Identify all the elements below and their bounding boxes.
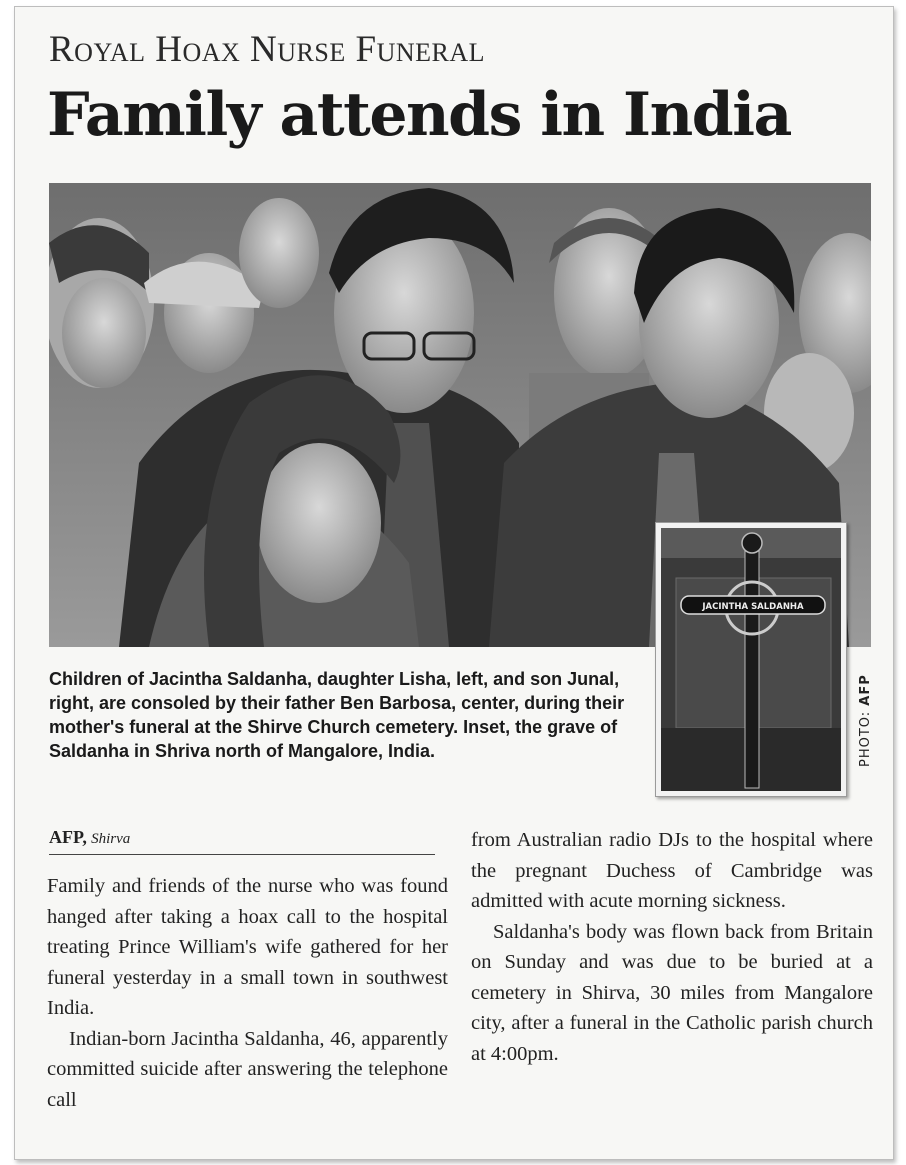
newspaper-clipping [14,6,894,1160]
article-paragraph: Indian-born Jacintha Saldanha, 46, apparently committed suicide after answering the telephone call [47,1027,448,1111]
byline [49,827,435,855]
article-paragraph: from Australian radio DJs to the hospital where the pregnant Duchess of Cambridge was admitted with acute morning sickness. [471,829,873,912]
article-column-right [471,825,873,1069]
cross-inscription: JACINTHA SALDANHA [702,602,804,612]
byline-place: Shirva [91,831,131,847]
headline: Family attends in India [47,80,791,150]
photo-credit-label: PHOTO: [858,710,873,767]
cross-grave-image [661,528,841,791]
article-paragraph: Family and friends of the nurse who was found hanged after taking a hoax call to the hospital treating Prince William's wife gathered for her funeral yesterday in a small town in southwest India. [47,875,448,1019]
kicker: Royal Hoax Nurse Funeral [49,29,485,70]
photo-caption: Children of Jacintha Saldanha, daughter Lisha, left, and son Junal, right, are consoled by their father Ben Barbosa, center, during their mother's funeral at the Shirve Church cemetery. Inset, the grave of Saldanha in Shriva north of Mangalore, India. [49,669,625,761]
photo-credit [858,674,873,767]
article-paragraph: Saldanha's body was flown back from Britain on Sunday and was due to be buried at a cemetery in Shirva, 30 miles from Mangalore city, after a funeral in the Catholic parish church at 4:00pm. [471,920,873,1065]
photo-credit-agency: AFP [858,674,873,706]
byline-agency: AFP, [49,827,87,847]
inset-photo-grave [655,522,847,797]
article-column-left [47,871,448,1115]
